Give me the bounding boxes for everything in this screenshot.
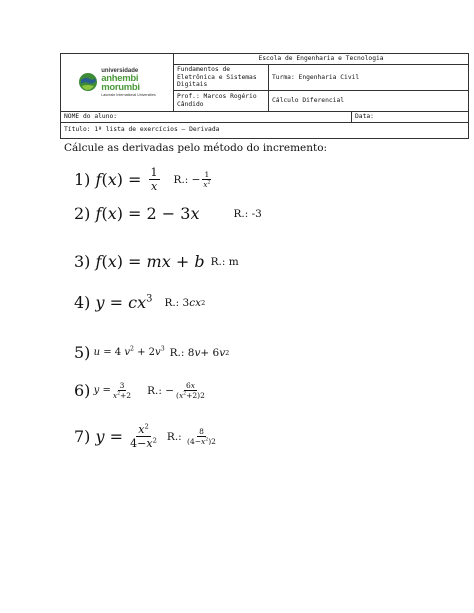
exercise-answer: R.: m [210,255,239,268]
exercise-7 [74,423,218,450]
subject-cell: Cálculo Diferencial [269,90,469,111]
course-cell: Fundamentos de Eletrônica e Sistemas Digitais [174,65,269,91]
exercise-5 [74,343,229,362]
formula-fraction: $\frac{3}{x^2+2}$ [112,381,132,400]
exercise-number: 1) [74,170,91,189]
exercise-formula: $y = cx^3$ [95,293,153,312]
answer-fraction: $\frac{1}{x^2}$ [203,170,211,189]
answer-label: R.: [169,346,185,359]
exercise-answer: R.: 8 v + 6 v 2 [169,346,230,359]
exercise-answer: R.: − $\frac{6x}{(x^2+2)2}$ [147,381,205,400]
answer-label: R.: [164,296,180,309]
exercise-2 [74,204,262,223]
answer-label: R.: [147,384,162,397]
answer-fraction: $\frac{8}{(4-x^2)2}$ [187,427,216,446]
professor-cell: Prof.: Marcos Rogério Cândido [174,90,269,111]
exercise-3 [74,252,239,271]
globe-logo-icon [78,72,98,92]
exercise-formula: f(x) = mx + b [95,252,205,271]
date-field[interactable]: Data: [352,111,469,122]
exercise-answer: R.: -3 [233,207,262,220]
exercise-answer: R.: − $\frac{1}{x^2}$ [173,170,211,189]
exercise-6 [74,381,207,400]
exercise-number: 3) [74,252,91,271]
header-table [60,53,469,139]
exercise-number: 5) [74,343,91,362]
logo-line-1: universidade [101,67,139,74]
worksheet-title: Título: 1ª lista de exercícios – Derivada [61,122,469,138]
exercise-formula: y = [95,427,129,446]
exercise-4 [74,293,205,312]
logo-cell [61,54,174,112]
exercise-answer: R.: 3 cx 2 [164,296,206,309]
exercise-formula: y = [93,385,111,396]
exercise-number: 6) [74,381,91,400]
instruction-text: Cálcule as derivadas pelo método do incremento: [64,142,328,154]
exercise-number: 4) [74,293,91,312]
formula-fraction: $\frac{x^2}{4-x^2}$ [130,422,157,450]
student-name-field[interactable]: NOME do aluno: [61,111,352,122]
institution-cell: Escola de Engenharia e Tecnologia [174,54,469,65]
exercise-formula: u = 4 $v^2 + 2v^3$ [93,345,165,358]
exercise-formula: f(x) = 2 − 3x [95,204,200,223]
answer-label: R.: [173,173,189,186]
exercise-1 [74,166,213,193]
university-logo [78,68,156,98]
class-cell: Turma: Engenharia Civil [269,65,469,91]
answer-fraction: $\frac{6x}{(x^2+2)2}$ [176,381,205,400]
formula-fraction: $\frac{1}{x}$ [150,166,158,193]
exercise-formula: f(x) = [95,170,147,189]
logo-line-2: anhembi [101,72,139,84]
logo-line-3: morumbi [101,82,140,94]
answer-label: R.: [166,430,182,443]
exercise-number: 2) [74,204,91,223]
logo-tagline: Laureate International Universities [101,92,156,97]
exercise-number: 7) [74,427,91,446]
exercise-answer [167,427,218,446]
